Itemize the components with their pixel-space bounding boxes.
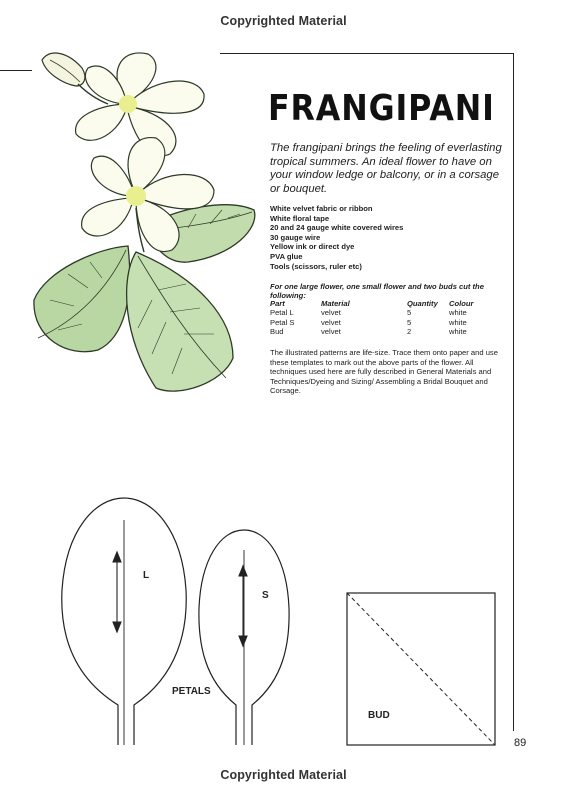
materials-item: 30 gauge wire — [270, 232, 321, 242]
table-cell: 5 — [407, 308, 412, 318]
table-row — [270, 308, 499, 317]
petal-large-label: L — [143, 570, 150, 581]
table-cell: 2 — [407, 327, 412, 337]
table-row — [270, 327, 499, 336]
grain-arrow-small — [239, 566, 247, 646]
table-header: Material — [321, 299, 350, 308]
right-rule — [513, 53, 514, 731]
table-cell: velvet — [321, 327, 341, 337]
bud-label: BUD — [368, 710, 390, 721]
intro-text: The frangipani brings the feeling of everlasting tropical summers. An ideal flower to have on your window ledge or balcony, or in a corsage or bouquet. — [270, 142, 502, 195]
notes-text: The illustrated patterns are life-size. Trace them onto paper and use these templates to mark out the above parts of the flower. All techniques used here are fully described in General Materials and Techniques/Dyeing and Sizing/ Assembling a Bridal Bouquet and Corsage. — [270, 348, 498, 396]
table-cell: Petal L — [270, 308, 294, 318]
materials-item: Yellow ink or direct dye — [270, 242, 355, 252]
table-cell: velvet — [321, 308, 341, 318]
table-cell: Bud — [270, 327, 284, 337]
materials-item: PVA glue — [270, 251, 303, 261]
table-cell: 5 — [407, 317, 412, 327]
patterns-diagram — [0, 480, 513, 750]
materials-item: Tools (scissors, ruler etc) — [270, 261, 362, 271]
bud-diagonal — [347, 593, 495, 745]
frangipani-illustration — [28, 38, 268, 398]
page-number: 89 — [514, 737, 527, 749]
table-cell: velvet — [321, 317, 341, 327]
table-header-row — [270, 299, 499, 308]
copyright-header: Copyrighted Material — [220, 14, 347, 28]
materials-list — [270, 204, 510, 271]
table-cell: white — [449, 317, 467, 327]
copyright-footer: Copyrighted Material — [220, 768, 347, 782]
table-cell: white — [449, 308, 467, 318]
grain-arrow-large — [113, 552, 121, 632]
table-cell: white — [449, 327, 467, 337]
table-header: Part — [270, 299, 285, 308]
cut-instructions: For one large flower, one small flower and two buds cut the following: — [270, 282, 484, 300]
materials-item: 20 and 24 gauge white covered wires — [270, 223, 404, 233]
table-header: Quantity — [407, 299, 438, 308]
materials-item: White velvet fabric or ribbon — [270, 204, 373, 213]
petals-label: PETALS — [172, 686, 211, 697]
petal-small-label: S — [262, 590, 269, 601]
table-header: Colour — [449, 299, 474, 308]
materials-item: White floral tape — [270, 213, 330, 223]
parts-table — [270, 299, 499, 337]
page-title: FRANGIPANI — [268, 88, 495, 129]
table-cell: Petal S — [270, 317, 295, 327]
table-row — [270, 318, 499, 327]
leaf-left — [34, 246, 130, 352]
